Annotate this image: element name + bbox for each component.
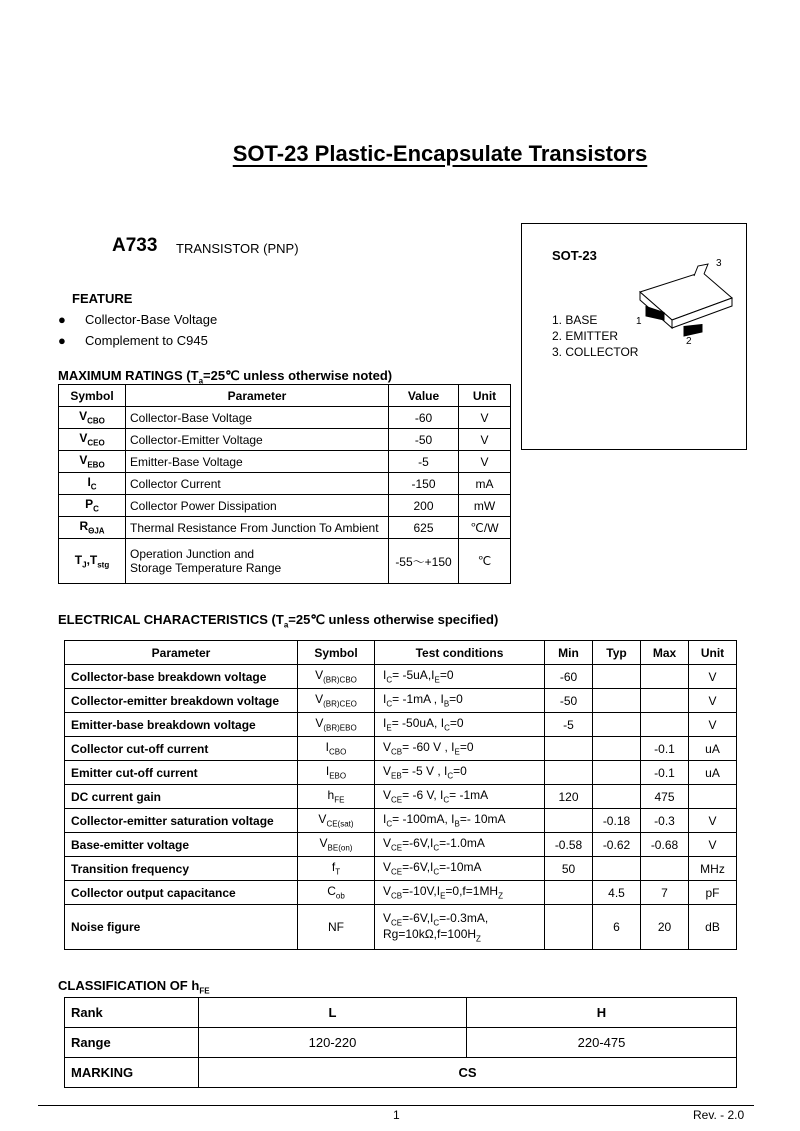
unit-cell: pF — [689, 881, 737, 905]
label-cell: Range — [65, 1028, 199, 1058]
unit-cell: V — [689, 833, 737, 857]
value-cell: 625 — [389, 517, 459, 539]
parameter-cell: Noise figure — [65, 905, 298, 950]
unit-cell: V — [459, 429, 511, 451]
symbol-cell: $h_{FE}$ — [298, 785, 375, 809]
typ-cell — [593, 857, 641, 881]
parameter-cell: Operation Junction and Storage Temperature Range — [126, 539, 389, 584]
table-header-row: Symbol Parameter Value Unit — [59, 385, 511, 407]
condition-cell: $V_{CE}=-6V,I_C=-0.3mA$, $Rg=10k\Omega,f=100H_Z$ — [375, 905, 545, 950]
table-row — [65, 785, 737, 809]
typ-cell — [593, 689, 641, 713]
unit-cell: V — [459, 407, 511, 429]
parameter-cell: Transition frequency — [65, 857, 298, 881]
symbol-cell: $P_C$ — [59, 495, 126, 517]
max-cell: 20 — [641, 905, 689, 950]
typ-cell — [593, 785, 641, 809]
table-row — [65, 857, 737, 881]
parameter-cell: DC current gain — [65, 785, 298, 809]
min-cell — [545, 905, 593, 950]
max-cell: -0.68 — [641, 833, 689, 857]
symbol-cell: $V_{BE(on)}$ — [298, 833, 375, 857]
max-cell — [641, 689, 689, 713]
symbol-cell: $R_{\Theta JA}$ — [59, 517, 126, 539]
feature-item: ● Complement to C945 — [58, 333, 208, 348]
table-row — [59, 495, 511, 517]
value-cell: -150 — [389, 473, 459, 495]
max-ratings-heading: MAXIMUM RATINGS ($T_a=25℃$ unless otherwise noted) — [58, 368, 393, 386]
max-cell — [641, 665, 689, 689]
package-name: SOT-23 — [552, 248, 597, 263]
unit-cell: uA — [689, 737, 737, 761]
value-cell: -55～+150 — [389, 539, 459, 584]
table-row — [65, 1058, 737, 1088]
table-row — [65, 1028, 737, 1058]
parameter-cell: Thermal Resistance From Junction To Ambient — [126, 517, 389, 539]
table-row — [65, 713, 737, 737]
page-title: SOT-23 Plastic-Encapsulate Transistors — [232, 141, 648, 166]
parameter-cell: Emitter cut-off current — [65, 761, 298, 785]
value-cell: 200 — [389, 495, 459, 517]
min-cell — [545, 809, 593, 833]
min-cell: 120 — [545, 785, 593, 809]
table-row — [65, 737, 737, 761]
max-cell: -0.1 — [641, 761, 689, 785]
table-row — [59, 429, 511, 451]
unit-cell: V — [459, 451, 511, 473]
condition-cell: $V_{CB}= -60$ V , $I_E=0$ — [375, 737, 545, 761]
sot23-package-icon — [632, 254, 742, 344]
min-cell — [545, 881, 593, 905]
symbol-cell: $V_{EBO}$ — [59, 451, 126, 473]
value-cell: -5 — [389, 451, 459, 473]
table-row — [65, 833, 737, 857]
symbol-cell: $V_{(BR)CBO}$ — [298, 665, 375, 689]
pin-item: 3. COLLECTOR — [552, 345, 639, 359]
typ-cell: 6 — [593, 905, 641, 950]
unit-cell: ℃/W — [459, 517, 511, 539]
footer-rule — [38, 1105, 754, 1106]
max-cell: -0.1 — [641, 737, 689, 761]
classification-table — [64, 997, 737, 1088]
typ-cell — [593, 713, 641, 737]
parameter-cell: Base-emitter voltage — [65, 833, 298, 857]
max-ratings-table — [58, 384, 511, 584]
label-cell: MARKING — [65, 1058, 199, 1088]
unit-cell: V — [689, 713, 737, 737]
condition-cell: $I_C= -5uA,I_E=0$ — [375, 665, 545, 689]
table-row — [59, 539, 511, 584]
bullet-icon: ● — [58, 312, 66, 327]
max-cell: 7 — [641, 881, 689, 905]
part-number: A733 — [112, 235, 158, 256]
min-cell: -5 — [545, 713, 593, 737]
table-row — [65, 761, 737, 785]
max-cell: -0.3 — [641, 809, 689, 833]
typ-cell: 4.5 — [593, 881, 641, 905]
parameter-cell: Collector output capacitance — [65, 881, 298, 905]
bullet-icon: ● — [58, 333, 66, 348]
unit-cell: mW — [459, 495, 511, 517]
classification-heading: CLASSIFICATION OF $h_{FE}$ — [58, 978, 210, 996]
symbol-cell: $I_{EBO}$ — [298, 761, 375, 785]
condition-cell: $I_E= -50uA$, $I_C=0$ — [375, 713, 545, 737]
table-row — [65, 905, 737, 950]
unit-cell: dB — [689, 905, 737, 950]
parameter-cell: Collector cut-off current — [65, 737, 298, 761]
typ-cell: -0.62 — [593, 833, 641, 857]
pin-item: 1. BASE — [552, 313, 598, 327]
typ-cell — [593, 665, 641, 689]
parameter-cell: Emitter-base breakdown voltage — [65, 713, 298, 737]
table-row — [59, 473, 511, 495]
table-row — [59, 451, 511, 473]
condition-cell: $V_{EB}= -5$ V , $I_C=0$ — [375, 761, 545, 785]
symbol-cell: NF — [298, 905, 375, 950]
parameter-cell: Collector-Base Voltage — [126, 407, 389, 429]
typ-cell — [593, 761, 641, 785]
unit-cell: mA — [459, 473, 511, 495]
symbol-cell: $V_{CEO}$ — [59, 429, 126, 451]
parameter-cell: Collector-emitter saturation voltage — [65, 809, 298, 833]
min-cell: -60 — [545, 665, 593, 689]
condition-cell: $V_{CE}= -6$ V, $I_C= -1mA$ — [375, 785, 545, 809]
symbol-cell: $T_J,T_{stg}$ — [59, 539, 126, 584]
feature-heading: FEATURE — [72, 291, 133, 306]
electrical-heading: ELECTRICAL CHARACTERISTICS ($T_a=25℃$ unless otherwise specified) — [58, 612, 499, 630]
label-cell: Rank — [65, 998, 199, 1028]
table-row — [65, 881, 737, 905]
value-cell: -50 — [389, 429, 459, 451]
package-box — [521, 223, 747, 450]
parameter-cell: Emitter-Base Voltage — [126, 451, 389, 473]
symbol-cell: $V_{CE(sat)}$ — [298, 809, 375, 833]
svg-text:1: 1 — [636, 316, 642, 327]
l-cell: L — [199, 998, 467, 1028]
h-cell: 220-475 — [467, 1028, 737, 1058]
table-row — [65, 998, 737, 1028]
table-header-row: Parameter Symbol Test conditions Min Typ Max Unit — [65, 641, 737, 665]
svg-text:3: 3 — [716, 258, 722, 269]
table-row — [65, 665, 737, 689]
min-cell: -0.58 — [545, 833, 593, 857]
unit-cell: V — [689, 689, 737, 713]
condition-cell: $V_{CB}=-10V,I_E=0,f=1MH_Z$ — [375, 881, 545, 905]
table-row — [65, 689, 737, 713]
table-row — [65, 809, 737, 833]
min-cell — [545, 761, 593, 785]
pin-list — [552, 312, 638, 360]
condition-cell: $V_{CE}=-6V,I_C=-1.0mA$ — [375, 833, 545, 857]
svg-text:2: 2 — [686, 336, 692, 344]
part-type: TRANSISTOR (PNP) — [176, 241, 299, 256]
parameter-cell: Collector-Emitter Voltage — [126, 429, 389, 451]
parameter-cell: Collector-emitter breakdown voltage — [65, 689, 298, 713]
unit-cell — [689, 785, 737, 809]
feature-item: ● Collector-Base Voltage — [58, 312, 218, 327]
min-cell: -50 — [545, 689, 593, 713]
table-row — [59, 407, 511, 429]
parameter-cell: Collector-base breakdown voltage — [65, 665, 298, 689]
unit-cell: V — [689, 665, 737, 689]
parameter-cell: Collector Current — [126, 473, 389, 495]
symbol-cell: $V_{(BR)EBO}$ — [298, 713, 375, 737]
min-cell: 50 — [545, 857, 593, 881]
unit-cell: V — [689, 809, 737, 833]
value-cell: -60 — [389, 407, 459, 429]
condition-cell: $I_C= -1mA$ , $I_B=0$ — [375, 689, 545, 713]
typ-cell — [593, 737, 641, 761]
symbol-cell: $f_T$ — [298, 857, 375, 881]
max-cell — [641, 713, 689, 737]
symbol-cell: $V_{(BR)CEO}$ — [298, 689, 375, 713]
pin-item: 2. EMITTER — [552, 329, 619, 343]
h-cell: H — [467, 998, 737, 1028]
l-cell: 120-220 — [199, 1028, 467, 1058]
max-cell: 475 — [641, 785, 689, 809]
electrical-table — [64, 640, 737, 950]
unit-cell: MHz — [689, 857, 737, 881]
symbol-cell: $C_{ob}$ — [298, 881, 375, 905]
typ-cell: -0.18 — [593, 809, 641, 833]
unit-cell: ℃ — [459, 539, 511, 584]
condition-cell: $I_C= -100mA$, $I_B=-$ 10mA — [375, 809, 545, 833]
min-cell — [545, 737, 593, 761]
table-row — [59, 517, 511, 539]
max-cell — [641, 857, 689, 881]
marking-cell: CS — [199, 1058, 737, 1088]
revision: Rev. - 2.0 — [693, 1108, 745, 1122]
parameter-cell: Collector Power Dissipation — [126, 495, 389, 517]
symbol-cell: $V_{CBO}$ — [59, 407, 126, 429]
unit-cell: uA — [689, 761, 737, 785]
symbol-cell: $I_C$ — [59, 473, 126, 495]
condition-cell: $V_{CE}=-6V,I_C=-10mA$ — [375, 857, 545, 881]
page-number: 1 — [393, 1108, 400, 1122]
symbol-cell: $I_{CBO}$ — [298, 737, 375, 761]
